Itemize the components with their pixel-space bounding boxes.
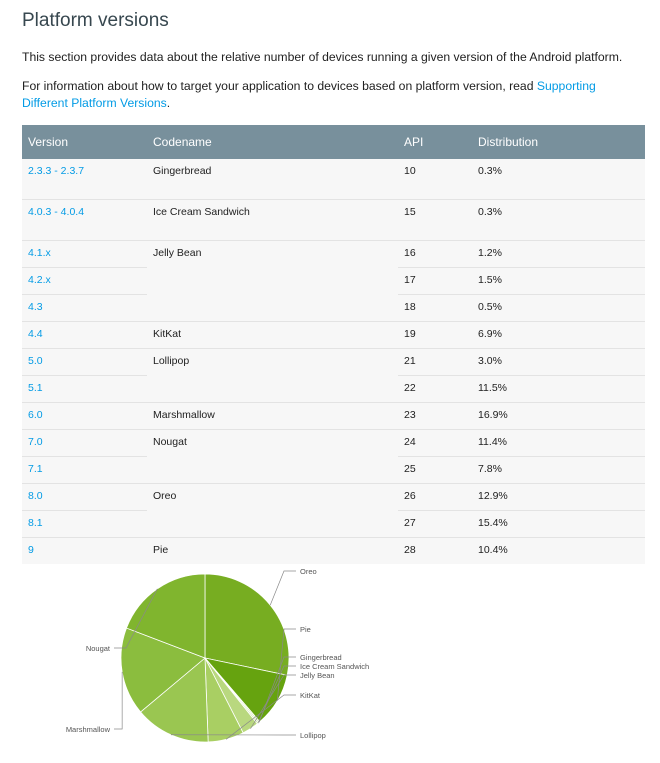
pie-label: Ice Cream Sandwich [300, 662, 370, 671]
table-row [22, 200, 645, 241]
distribution-cell: 15.4% [472, 511, 645, 538]
leader-line [270, 571, 296, 605]
table-row [22, 430, 645, 457]
api-cell: 10 [398, 159, 472, 200]
pie-label: Oreo [300, 567, 317, 576]
api-cell: 25 [398, 457, 472, 484]
pie-label: Lollipop [300, 731, 326, 740]
table-row [22, 349, 645, 376]
codename-cell: Nougat [147, 430, 398, 484]
distribution-cell: 10.4% [472, 538, 645, 565]
pie-label: Jelly Bean [300, 671, 335, 680]
table-row [22, 241, 645, 268]
distribution-cell: 12.9% [472, 484, 645, 511]
pie-label: KitKat [300, 691, 321, 700]
distribution-cell: 0.5% [472, 295, 645, 322]
api-cell: 16 [398, 241, 472, 268]
api-cell: 23 [398, 403, 472, 430]
version-link[interactable]: 6.0 [28, 409, 43, 421]
version-link[interactable]: 9 [28, 544, 34, 556]
api-cell: 24 [398, 430, 472, 457]
api-cell: 19 [398, 322, 472, 349]
api-cell: 15 [398, 200, 472, 241]
distribution-cell: 1.5% [472, 268, 645, 295]
version-link[interactable]: 7.0 [28, 436, 43, 448]
version-link[interactable]: 4.0.3 - 4.0.4 [28, 206, 85, 218]
api-cell: 18 [398, 295, 472, 322]
pie-label: Nougat [85, 644, 110, 653]
supporting-versions-link[interactable]: Supporting Different Platform Versions [22, 79, 596, 110]
codename-cell: Jelly Bean [147, 241, 398, 322]
codename-cell: Gingerbread [147, 159, 398, 200]
header-api: API [398, 125, 472, 159]
api-cell: 27 [398, 511, 472, 538]
api-cell: 28 [398, 538, 472, 565]
header-codename: Codename [147, 125, 398, 159]
table-row [22, 159, 645, 200]
intro-paragraph: This section provides data about the relative number of devices running a given version of the Android platform. [22, 50, 623, 64]
info-text: For information about how to target your application to devices based on platform version, read [22, 79, 537, 93]
page-title: Platform versions [22, 10, 169, 31]
version-link[interactable]: 4.3 [28, 301, 43, 313]
distribution-cell: 0.3% [472, 200, 645, 241]
version-link[interactable]: 4.4 [28, 328, 43, 340]
version-link[interactable]: 7.1 [28, 463, 43, 475]
codename-cell: Lollipop [147, 349, 398, 403]
distribution-cell: 0.3% [472, 159, 645, 200]
codename-cell: Ice Cream Sandwich [147, 200, 398, 241]
table-header-row [22, 125, 645, 159]
distribution-pie-chart [0, 560, 420, 760]
distribution-cell: 11.4% [472, 430, 645, 457]
api-cell: 17 [398, 268, 472, 295]
codename-cell: Pie [147, 538, 398, 565]
platform-versions-table [22, 125, 645, 564]
leader-line [114, 672, 122, 729]
pie-label: Pie [300, 625, 311, 634]
version-link[interactable]: 8.1 [28, 517, 43, 529]
distribution-cell: 16.9% [472, 403, 645, 430]
version-link[interactable]: 4.1.x [28, 247, 51, 259]
distribution-cell: 7.8% [472, 457, 645, 484]
distribution-cell: 3.0% [472, 349, 645, 376]
codename-cell: Oreo [147, 484, 398, 538]
version-link[interactable]: 8.0 [28, 490, 43, 502]
table-row [22, 484, 645, 511]
header-version: Version [22, 125, 147, 159]
distribution-cell: 11.5% [472, 376, 645, 403]
pie-label: Gingerbread [300, 653, 342, 662]
version-link[interactable]: 5.1 [28, 382, 43, 394]
version-link[interactable]: 5.0 [28, 355, 43, 367]
api-cell: 21 [398, 349, 472, 376]
distribution-cell: 1.2% [472, 241, 645, 268]
distribution-cell: 6.9% [472, 322, 645, 349]
table-row [22, 403, 645, 430]
info-paragraph [22, 78, 637, 112]
api-cell: 26 [398, 484, 472, 511]
pie-label: Marshmallow [65, 725, 110, 734]
info-suffix: . [166, 96, 171, 110]
header-distribution: Distribution [472, 125, 645, 159]
codename-cell: Marshmallow [147, 403, 398, 430]
version-link[interactable]: 4.2.x [28, 274, 51, 286]
table-row [22, 322, 645, 349]
version-link[interactable]: 2.3.3 - 2.3.7 [28, 165, 85, 177]
api-cell: 22 [398, 376, 472, 403]
codename-cell: KitKat [147, 322, 398, 349]
